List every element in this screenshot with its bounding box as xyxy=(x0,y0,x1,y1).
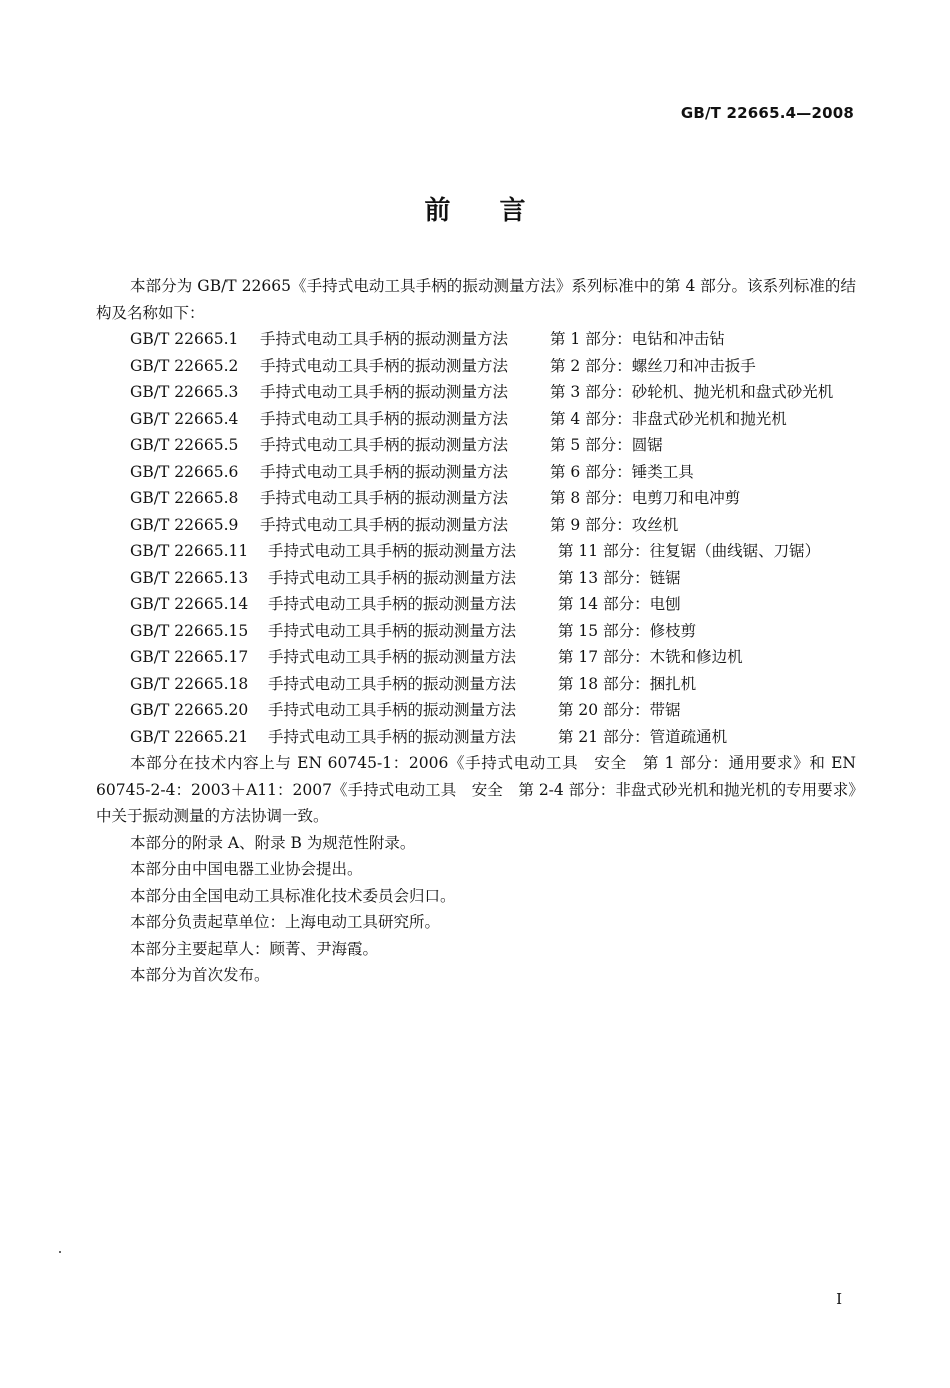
series-part: 第 17 部分：木铣和修边机 xyxy=(558,648,743,666)
scan-dot xyxy=(59,1251,61,1253)
series-part: 第 15 部分：修枝剪 xyxy=(558,621,697,640)
body-paragraphs xyxy=(96,750,856,989)
series-part: 第 1 部分：电钻和冲击钻 xyxy=(550,330,725,348)
series-item xyxy=(96,379,856,406)
series-code: GB/T 22665.2 xyxy=(130,356,239,375)
series-code: GB/T 22665.4 xyxy=(130,409,239,428)
series-title: 手持式电动工具手柄的振动测量方法 xyxy=(268,568,517,587)
series-part: 第 8 部分：电剪刀和电冲剪 xyxy=(550,489,741,507)
series-code: GB/T 22665.11 xyxy=(130,542,249,560)
document-body xyxy=(96,273,856,989)
series-title: 手持式电动工具手柄的振动测量方法 xyxy=(260,383,509,401)
body-paragraph: 本部分在技术内容上与 EN 60745-1：2006《手持式电动工具 安全 第 1 部分：通用要求》和 EN 60745-2-4：2003＋A11：2007《手持式电动工具 安全 第 2-4 部分：非盘式砂光机和抛光机的专用要求》中关于振动测量的方法协调一致。 xyxy=(96,754,856,825)
series-item xyxy=(96,644,856,671)
series-list xyxy=(96,326,856,750)
body-paragraph: 本部分为首次发布。 xyxy=(130,966,270,984)
standard-number: GB/T 22665.4—2008 xyxy=(680,104,854,122)
series-code: GB/T 22665.20 xyxy=(130,701,249,719)
series-title: 手持式电动工具手柄的振动测量方法 xyxy=(260,409,509,428)
series-part: 第 13 部分：链锯 xyxy=(558,568,681,587)
body-paragraph: 本部分主要起草人：顾菁、尹海霞。 xyxy=(130,939,379,958)
series-part: 第 2 部分：螺丝刀和冲击扳手 xyxy=(550,356,756,375)
series-title: 手持式电动工具手柄的振动测量方法 xyxy=(260,462,509,481)
series-code: GB/T 22665.18 xyxy=(130,674,249,693)
series-title: 手持式电动工具手柄的振动测量方法 xyxy=(260,330,509,348)
body-paragraph: 本部分由中国电器工业协会提出。 xyxy=(130,860,363,878)
series-item xyxy=(96,618,856,645)
series-item xyxy=(96,538,856,565)
series-item xyxy=(96,512,856,539)
series-title: 手持式电动工具手柄的振动测量方法 xyxy=(260,489,509,507)
series-title: 手持式电动工具手柄的振动测量方法 xyxy=(268,674,517,693)
intro-paragraph: 本部分为 GB/T 22665《手持式电动工具手柄的振动测量方法》系列标准中的第 4 部分。该系列标准的结构及名称如下： xyxy=(96,277,856,322)
series-part: 第 3 部分：砂轮机、抛光机和盘式砂光机 xyxy=(550,383,834,401)
series-title: 手持式电动工具手柄的振动测量方法 xyxy=(260,356,509,375)
series-part: 第 11 部分：往复锯（曲线锯、刀锯） xyxy=(558,542,821,560)
body-paragraph: 本部分由全国电动工具标准化技术委员会归口。 xyxy=(130,886,456,905)
series-code: GB/T 22665.1 xyxy=(130,330,239,348)
series-item xyxy=(96,697,856,724)
series-item xyxy=(96,671,856,698)
page-title: 前 言 xyxy=(424,196,526,226)
series-part: 第 14 部分：电刨 xyxy=(558,595,681,613)
series-part: 第 18 部分：捆扎机 xyxy=(558,674,697,693)
series-code: GB/T 22665.5 xyxy=(130,436,239,454)
series-item xyxy=(96,724,856,751)
series-title: 手持式电动工具手柄的振动测量方法 xyxy=(268,701,517,719)
series-code: GB/T 22665.9 xyxy=(130,515,239,534)
series-part: 第 21 部分：管道疏通机 xyxy=(558,727,728,746)
series-item xyxy=(96,591,856,618)
series-code: GB/T 22665.14 xyxy=(130,595,249,613)
series-title: 手持式电动工具手柄的振动测量方法 xyxy=(260,436,509,454)
series-item xyxy=(96,326,856,353)
body-paragraph: 本部分负责起草单位：上海电动工具研究所。 xyxy=(130,913,441,931)
series-code: GB/T 22665.17 xyxy=(130,648,249,666)
body-paragraph: 本部分的附录 A、附录 B 为规范性附录。 xyxy=(130,833,416,852)
series-part: 第 5 部分：圆锯 xyxy=(550,436,663,454)
series-item xyxy=(96,406,856,433)
series-part: 第 20 部分：带锯 xyxy=(558,701,681,719)
series-code: GB/T 22665.3 xyxy=(130,383,239,401)
series-item xyxy=(96,432,856,459)
series-title: 手持式电动工具手柄的振动测量方法 xyxy=(268,621,517,640)
series-title: 手持式电动工具手柄的振动测量方法 xyxy=(268,595,517,613)
series-code: GB/T 22665.6 xyxy=(130,462,239,481)
series-item xyxy=(96,565,856,592)
page-number: I xyxy=(836,1290,842,1308)
series-item xyxy=(96,459,856,486)
series-title: 手持式电动工具手柄的振动测量方法 xyxy=(268,648,517,666)
series-part: 第 4 部分：非盘式砂光机和抛光机 xyxy=(550,409,787,428)
series-part: 第 6 部分：锤类工具 xyxy=(550,462,694,481)
series-item xyxy=(96,353,856,380)
series-code: GB/T 22665.13 xyxy=(130,568,249,587)
series-code: GB/T 22665.8 xyxy=(130,489,239,507)
series-code: GB/T 22665.15 xyxy=(130,621,249,640)
series-part: 第 9 部分：攻丝机 xyxy=(550,515,679,534)
series-title: 手持式电动工具手柄的振动测量方法 xyxy=(268,542,517,560)
series-title: 手持式电动工具手柄的振动测量方法 xyxy=(260,515,509,534)
series-code: GB/T 22665.21 xyxy=(130,727,249,746)
series-item xyxy=(96,485,856,512)
series-title: 手持式电动工具手柄的振动测量方法 xyxy=(268,727,517,746)
